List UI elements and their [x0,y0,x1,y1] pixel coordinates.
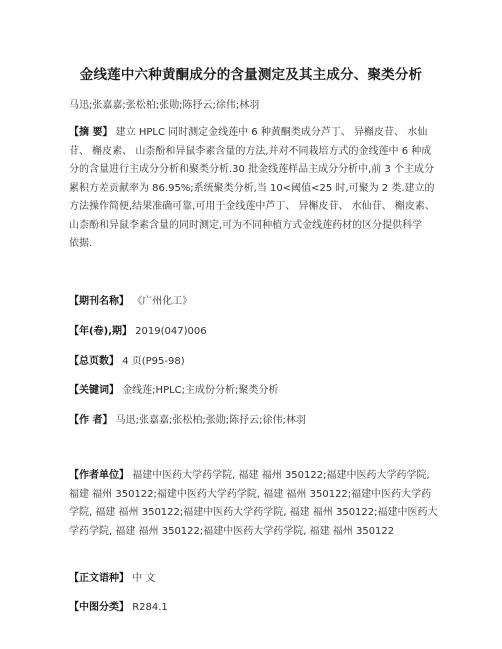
pages-value: 4 页(P95-98) [122,356,185,367]
pages-field [69,352,185,367]
author-value: 马迅;张嘉嘉;张松柏;张勋;陈抒云;徐伟;林羽 [115,415,306,426]
units-line: 福建中医药大学药学院, 福建 福州 350122;福建中医药大学药学院, [132,470,430,481]
language-field [69,569,155,584]
abstract-line: 分的含量进行主成分分析和聚类分析.30 批金线莲样品主成分分析中,前 3 个主成分 [69,164,434,175]
units-label: 【作者单位】 [69,470,129,481]
abstract-label: 【摘 要】 [69,127,113,138]
author-field [69,411,306,426]
language-label: 【正文语种】 [69,573,129,584]
units-line: 学院, 福建 福州 350122;福建中医药大学药学院, 福建 福州 350122;福建中医药大 [69,507,438,518]
year-label: 【年(卷),期】 [69,326,132,337]
year-value: 2019(047)006 [135,326,207,337]
abstract-section [69,124,439,254]
keywords-field [69,381,278,396]
abstract-line: 累积方差贡献率为 86.95%;系统聚类分析,当 10<阈值<25 时,可聚为 2 类.建立的 [69,182,435,194]
author-label: 【作 者】 [69,415,113,426]
abstract-line: 方法操作简便,结果准确可靠,可用于金线莲中芦丁、 异槲皮苷、 水仙苷、 槲皮素、 [69,201,435,212]
paper-title: 金线莲中六种黄酮成分的含量测定及其主成分、聚类分析 [79,67,423,83]
abstract-line: 依据. [69,238,93,249]
classification-value: R284.1 [132,602,168,613]
keywords-value: 金线莲;HPLC;主成份分析;聚类分析 [122,385,279,396]
abstract-line: 苷、 槲皮素、 山柰酚和异鼠李素含量的方法,并对不同栽培方式的金线莲中 6 种成 [69,145,432,157]
journal-field [69,292,192,307]
pages-label: 【总页数】 [69,356,119,367]
units-section [69,467,439,541]
author-list: 马迅;张嘉嘉;张松柏;张勋;陈抒云;徐伟;林羽 [69,100,260,111]
journal-label: 【期刊名称】 [69,296,129,307]
classification-label: 【中图分类】 [69,602,129,613]
units-line: 福建 福州 350122;福建中医药大学药学院, 福建 福州 350122;福建中医药大学药 [69,488,432,500]
language-value: 中 文 [132,573,156,584]
classification-field [69,598,168,613]
year-field [69,322,207,337]
journal-value: 《广州化工》 [132,296,193,307]
abstract-line: 山柰酚和异鼠李素含量的同时测定,可为不同种植方式金线莲药材的区分提供科学 [69,219,423,231]
units-line: 学药学院, 福建 福州 350122;福建中医药大学药学院, 福建 福州 350122 [69,525,395,537]
keywords-label: 【关键词】 [69,385,119,396]
abstract-line: 建立 HPLC 同时测定金线莲中 6 种黄酮类成分芦丁、 异槲皮苷、 水仙 [115,127,428,138]
